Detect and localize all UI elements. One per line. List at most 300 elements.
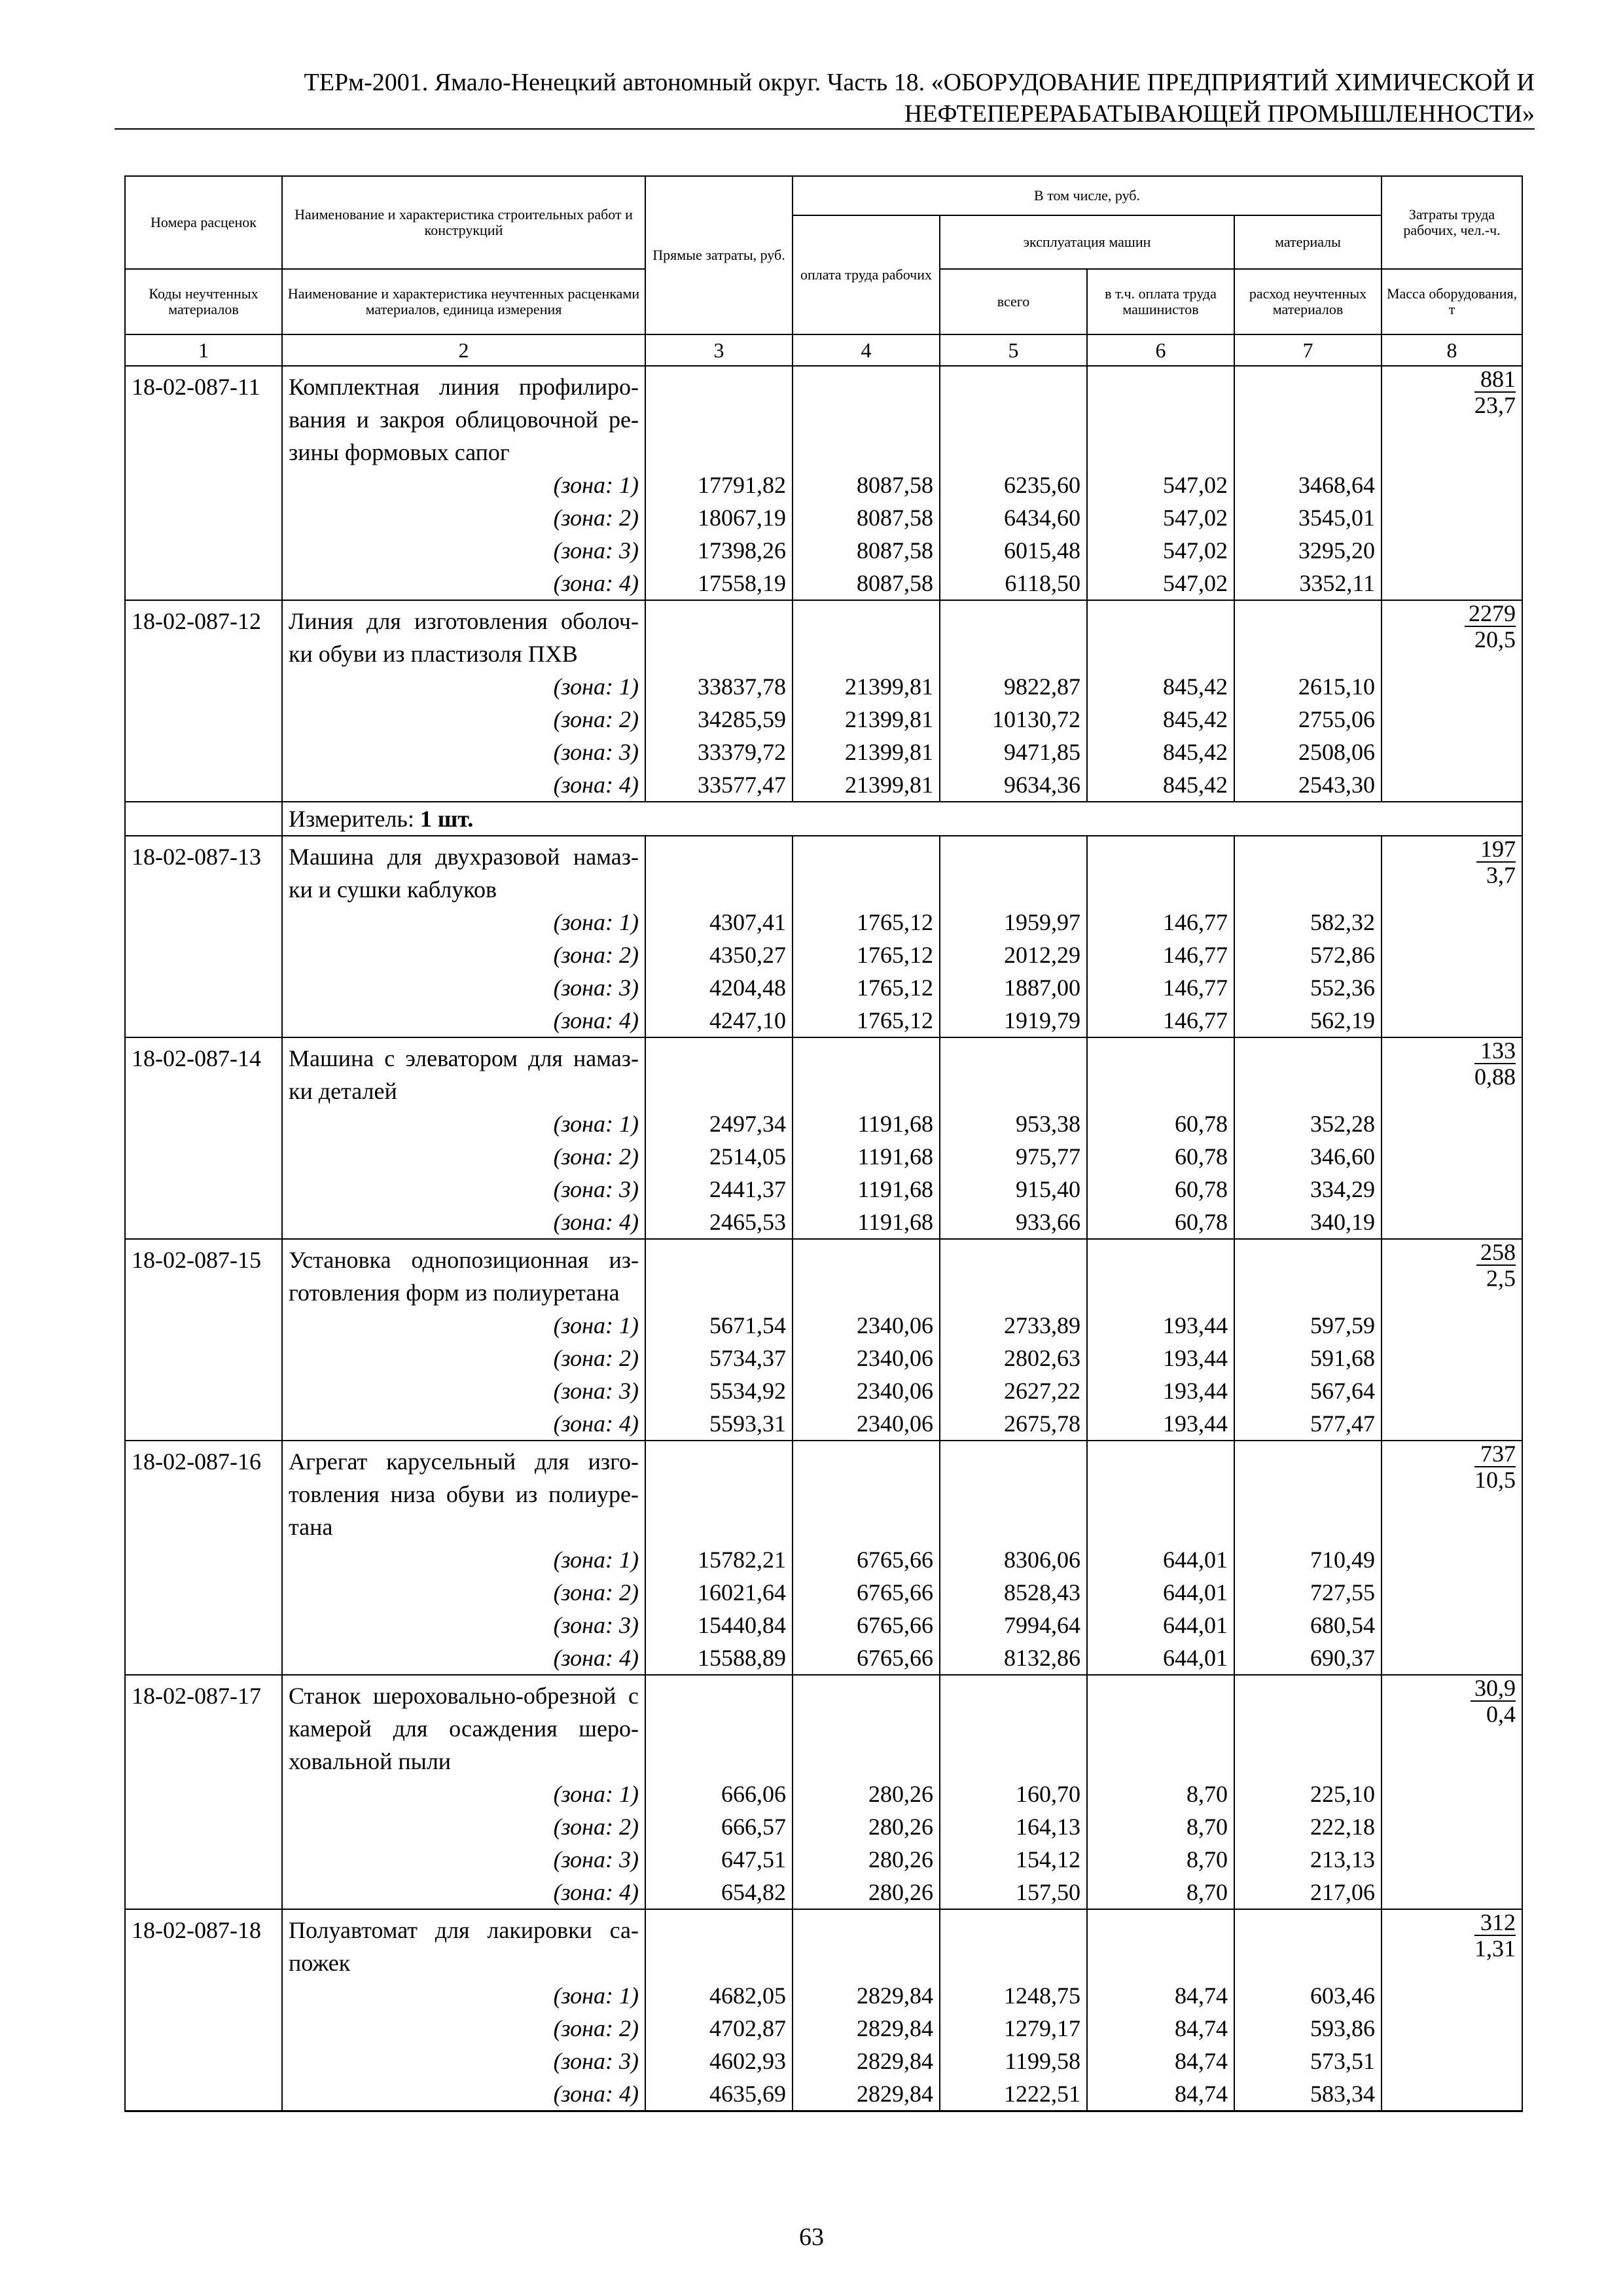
- empty-cell: [645, 1675, 793, 1778]
- machinists-pay: 84,74: [1087, 1979, 1234, 2012]
- machines-total: 8306,06: [940, 1543, 1087, 1576]
- empty-cell: [1087, 836, 1234, 906]
- empty-cell: [1382, 501, 1522, 534]
- labor-pay: 280,26: [793, 1843, 940, 1876]
- column-number: 2: [282, 334, 645, 366]
- zone-row: [125, 670, 1522, 703]
- labor-costs-value: 258: [1476, 1240, 1516, 1266]
- empty-cell: [1382, 670, 1522, 703]
- empty-cell: [645, 600, 793, 670]
- machinists-pay: 8,70: [1087, 1778, 1234, 1810]
- labor-pay: 6765,66: [793, 1576, 940, 1609]
- materials-cost: 582,32: [1234, 906, 1382, 939]
- machines-total: 1959,97: [940, 906, 1087, 939]
- empty-cell: [1087, 1037, 1234, 1107]
- table-body-section-2: [125, 836, 1522, 2111]
- zone-row: [125, 501, 1522, 534]
- zone-row: [125, 1342, 1522, 1374]
- direct-costs: 5593,31: [645, 1407, 793, 1441]
- zone-label: (зона: 2): [282, 501, 645, 534]
- empty-cell: [1382, 1876, 1522, 1909]
- materials-cost: 680,54: [1234, 1609, 1382, 1641]
- materials-cost: 3295,20: [1234, 534, 1382, 567]
- work-name: Машина с элеватором для намаз-ки деталей: [282, 1037, 645, 1107]
- labor-pay: 1191,68: [793, 1107, 940, 1140]
- zone-label: (зона: 2): [282, 1576, 645, 1609]
- header-rate-numbers: Номера расценок: [125, 176, 282, 269]
- labor-pay: 2340,06: [793, 1407, 940, 1441]
- labor-pay: 1191,68: [793, 1140, 940, 1173]
- direct-costs: 666,06: [645, 1778, 793, 1810]
- labor-pay: 1765,12: [793, 906, 940, 939]
- zone-row: [125, 534, 1522, 567]
- empty-cell: [1087, 1675, 1234, 1778]
- zone-row: [125, 1810, 1522, 1843]
- zone-row: [125, 971, 1522, 1004]
- labor-mass-fraction: [1382, 1675, 1522, 1778]
- equipment-mass-value: 0,4: [1486, 1701, 1516, 1727]
- empty-cell: [1382, 1843, 1522, 1876]
- zone-row: [125, 1609, 1522, 1641]
- machines-total: 9634,36: [940, 768, 1087, 802]
- rate-code: 18-02-087-11: [125, 366, 282, 469]
- machinists-pay: 146,77: [1087, 1004, 1234, 1037]
- zone-row: [125, 1407, 1522, 1441]
- zone-label: (зона: 3): [282, 534, 645, 567]
- header-work-name: Наименование и характеристика строительных работ и конструкций: [282, 176, 645, 269]
- materials-cost: 593,86: [1234, 2012, 1382, 2045]
- empty-cell: [125, 1778, 282, 1810]
- direct-costs: 4602,93: [645, 2045, 793, 2077]
- machines-total: 1919,79: [940, 1004, 1087, 1037]
- empty-cell: [793, 366, 940, 469]
- empty-cell: [1382, 469, 1522, 501]
- zone-row: [125, 1206, 1522, 1239]
- machines-total: 9822,87: [940, 670, 1087, 703]
- empty-cell: [125, 1609, 282, 1641]
- machines-total: 953,38: [940, 1107, 1087, 1140]
- zone-label: (зона: 1): [282, 1979, 645, 2012]
- empty-cell: [1234, 1909, 1382, 1979]
- materials-cost: 3352,11: [1234, 567, 1382, 600]
- machinists-pay: 644,01: [1087, 1576, 1234, 1609]
- machinists-pay: 146,77: [1087, 971, 1234, 1004]
- equipment-mass-value: 1,31: [1474, 1935, 1516, 1962]
- labor-pay: 2340,06: [793, 1342, 940, 1374]
- empty-cell: [1382, 1374, 1522, 1407]
- empty-cell: [1382, 1342, 1522, 1374]
- materials-cost: 217,06: [1234, 1876, 1382, 1909]
- table-row: [125, 600, 1522, 670]
- direct-costs: 4247,10: [645, 1004, 793, 1037]
- zone-label: (зона: 2): [282, 703, 645, 736]
- materials-cost: 222,18: [1234, 1810, 1382, 1843]
- rate-code: 18-02-087-18: [125, 1909, 282, 1979]
- zone-label: (зона: 3): [282, 1173, 645, 1206]
- empty-cell: [125, 1309, 282, 1342]
- labor-pay: 6765,66: [793, 1543, 940, 1576]
- empty-cell: [125, 1843, 282, 1876]
- table-body-section-1: [125, 366, 1522, 802]
- labor-pay: 280,26: [793, 1778, 940, 1810]
- empty-cell: [940, 366, 1087, 469]
- equipment-mass-value: 2,5: [1486, 1265, 1516, 1291]
- rate-code: 18-02-087-14: [125, 1037, 282, 1107]
- empty-cell: [1382, 2045, 1522, 2077]
- empty-cell: [125, 971, 282, 1004]
- empty-cell: [125, 670, 282, 703]
- column-number: 3: [645, 334, 793, 366]
- machinists-pay: 60,78: [1087, 1206, 1234, 1239]
- materials-cost: 2755,06: [1234, 703, 1382, 736]
- machinists-pay: 146,77: [1087, 906, 1234, 939]
- work-name: Линия для изготовления оболоч-ки обуви из пластизоля ПХВ: [282, 600, 645, 670]
- table-row: [125, 836, 1522, 906]
- labor-pay: 8087,58: [793, 501, 940, 534]
- empty-cell: [125, 1107, 282, 1140]
- materials-cost: 2543,30: [1234, 768, 1382, 802]
- direct-costs: 2497,34: [645, 1107, 793, 1140]
- work-name: Установка однопозиционная из-готовления форм из полиуретана: [282, 1239, 645, 1309]
- direct-costs: 5734,37: [645, 1342, 793, 1374]
- labor-pay: 8087,58: [793, 469, 940, 501]
- labor-mass-fraction: [1382, 836, 1522, 906]
- labor-pay: 2340,06: [793, 1374, 940, 1407]
- machines-total: 6235,60: [940, 469, 1087, 501]
- rate-code: 18-02-087-16: [125, 1441, 282, 1543]
- column-number: 5: [940, 334, 1087, 366]
- fraction: [1474, 1441, 1516, 1492]
- equipment-mass-value: 0,88: [1474, 1064, 1516, 1090]
- labor-pay: 2340,06: [793, 1309, 940, 1342]
- machinists-pay: 845,42: [1087, 736, 1234, 768]
- empty-cell: [1382, 1576, 1522, 1609]
- zone-row: [125, 2077, 1522, 2111]
- labor-costs-value: 133: [1474, 1038, 1516, 1064]
- empty-cell: [125, 1173, 282, 1206]
- empty-cell: [1382, 971, 1522, 1004]
- machines-total: 6015,48: [940, 534, 1087, 567]
- zone-label: (зона: 3): [282, 971, 645, 1004]
- machinists-pay: 193,44: [1087, 1407, 1234, 1441]
- work-name: Комплектная линия профилиро-вания и закроя облицовочной ре-зины формовых сапог: [282, 366, 645, 469]
- column-number: 6: [1087, 334, 1234, 366]
- rate-code: 18-02-087-12: [125, 600, 282, 670]
- direct-costs: 666,57: [645, 1810, 793, 1843]
- table-row: [125, 1037, 1522, 1107]
- labor-mass-fraction: [1382, 1909, 1522, 1979]
- empty-cell: [1382, 1810, 1522, 1843]
- fraction: [1476, 836, 1516, 888]
- labor-costs-value: 30,9: [1471, 1676, 1516, 1702]
- machines-total: 1199,58: [940, 2045, 1087, 2077]
- labor-pay: 8087,58: [793, 534, 940, 567]
- empty-cell: [125, 1979, 282, 2012]
- labor-pay: 21399,81: [793, 768, 940, 802]
- empty-cell: [125, 1206, 282, 1239]
- unit-row: [125, 802, 1522, 836]
- column-number: 7: [1234, 334, 1382, 366]
- machinists-pay: 644,01: [1087, 1641, 1234, 1675]
- direct-costs: 15588,89: [645, 1641, 793, 1675]
- empty-cell: [793, 600, 940, 670]
- zone-row: [125, 1543, 1522, 1576]
- empty-cell: [940, 1909, 1087, 1979]
- empty-cell: [1382, 1309, 1522, 1342]
- materials-cost: 3545,01: [1234, 501, 1382, 534]
- zone-label: (зона: 1): [282, 1543, 645, 1576]
- materials-cost: 346,60: [1234, 1140, 1382, 1173]
- empty-cell: [1234, 1037, 1382, 1107]
- empty-cell: [793, 1239, 940, 1309]
- work-name: Машина для двухразовой намаз-ки и сушки каблуков: [282, 836, 645, 906]
- direct-costs: 5671,54: [645, 1309, 793, 1342]
- running-header-line2: НЕФТЕПЕРЕРАБАТЫВАЮЩЕЙ ПРОМЫШЛЕННОСТИ»: [904, 100, 1535, 128]
- machines-total: 6434,60: [940, 501, 1087, 534]
- labor-pay: 1191,68: [793, 1173, 940, 1206]
- materials-cost: 334,29: [1234, 1173, 1382, 1206]
- machines-total: 7994,64: [940, 1609, 1087, 1641]
- direct-costs: 647,51: [645, 1843, 793, 1876]
- empty-cell: [125, 1543, 282, 1576]
- machinists-pay: 845,42: [1087, 768, 1234, 802]
- empty-cell: [793, 1909, 940, 1979]
- zone-row: [125, 736, 1522, 768]
- direct-costs: 33379,72: [645, 736, 793, 768]
- materials-cost: 577,47: [1234, 1407, 1382, 1441]
- zone-label: (зона: 3): [282, 1609, 645, 1641]
- machines-total: 2675,78: [940, 1407, 1087, 1441]
- labor-pay: 2829,84: [793, 2045, 940, 2077]
- materials-cost: 690,37: [1234, 1641, 1382, 1675]
- header-labor-pay: оплата труда рабочих: [793, 215, 940, 334]
- machinists-pay: 547,02: [1087, 567, 1234, 600]
- direct-costs: 33837,78: [645, 670, 793, 703]
- empty-cell: [125, 939, 282, 971]
- empty-cell: [793, 1441, 940, 1543]
- machines-total: 915,40: [940, 1173, 1087, 1206]
- direct-costs: 5534,92: [645, 1374, 793, 1407]
- zone-row: [125, 1173, 1522, 1206]
- column-numbers-row: [125, 334, 1522, 366]
- direct-costs: 17791,82: [645, 469, 793, 501]
- empty-cell: [645, 1441, 793, 1543]
- header-materials: материалы: [1234, 215, 1382, 269]
- empty-cell: [645, 836, 793, 906]
- materials-cost: 573,51: [1234, 2045, 1382, 2077]
- header-machinists-pay: в т.ч. оплата труда машинистов: [1087, 269, 1234, 334]
- fraction: [1476, 1240, 1516, 1291]
- machines-total: 154,12: [940, 1843, 1087, 1876]
- machinists-pay: 193,44: [1087, 1309, 1234, 1342]
- empty-cell: [793, 836, 940, 906]
- rate-code: 18-02-087-15: [125, 1239, 282, 1309]
- empty-cell: [1382, 768, 1522, 802]
- machinists-pay: 845,42: [1087, 703, 1234, 736]
- zone-row: [125, 1778, 1522, 1810]
- zone-row: [125, 703, 1522, 736]
- direct-costs: 4682,05: [645, 1979, 793, 2012]
- direct-costs: 15782,21: [645, 1543, 793, 1576]
- work-name: Полуавтомат для лакировки са-пожек: [282, 1909, 645, 1979]
- zone-row: [125, 1374, 1522, 1407]
- direct-costs: 33577,47: [645, 768, 793, 802]
- materials-cost: 583,34: [1234, 2077, 1382, 2111]
- empty-cell: [125, 501, 282, 534]
- machines-total: 2627,22: [940, 1374, 1087, 1407]
- header-machines-total: всего: [940, 269, 1087, 334]
- empty-cell: [1382, 736, 1522, 768]
- direct-costs: 4307,41: [645, 906, 793, 939]
- labor-pay: 1765,12: [793, 971, 940, 1004]
- empty-cell: [645, 1239, 793, 1309]
- header-labor-costs: Затраты труда рабочих, чел.-ч.: [1382, 176, 1522, 269]
- machinists-pay: 84,74: [1087, 2012, 1234, 2045]
- fraction: [1471, 1676, 1516, 1727]
- zone-label: (зона: 4): [282, 1004, 645, 1037]
- materials-cost: 552,36: [1234, 971, 1382, 1004]
- labor-pay: 1765,12: [793, 1004, 940, 1037]
- empty-cell: [125, 1576, 282, 1609]
- labor-pay: 21399,81: [793, 703, 940, 736]
- machinists-pay: 84,74: [1087, 2077, 1234, 2111]
- materials-cost: 3468,64: [1234, 469, 1382, 501]
- zone-row: [125, 2045, 1522, 2077]
- fraction: [1465, 601, 1516, 652]
- machines-total: 8528,43: [940, 1576, 1087, 1609]
- empty-cell: [125, 1407, 282, 1441]
- empty-cell: [1234, 366, 1382, 469]
- unit-prefix: Измеритель:: [289, 806, 420, 832]
- rates-table: [124, 175, 1523, 2112]
- empty-cell: [793, 1037, 940, 1107]
- empty-cell: [1382, 1206, 1522, 1239]
- empty-cell: [125, 1876, 282, 1909]
- labor-pay: 21399,81: [793, 736, 940, 768]
- header-including: В том числе, руб.: [793, 176, 1382, 215]
- empty-cell: [940, 1239, 1087, 1309]
- table-header: [125, 176, 1522, 366]
- machinists-pay: 547,02: [1087, 501, 1234, 534]
- column-number: 8: [1382, 334, 1522, 366]
- header-direct-costs: Прямые затраты, руб.: [645, 176, 793, 334]
- direct-costs: 18067,19: [645, 501, 793, 534]
- direct-costs: 4350,27: [645, 939, 793, 971]
- zone-label: (зона: 2): [282, 939, 645, 971]
- empty-cell: [1382, 2077, 1522, 2111]
- materials-cost: 352,28: [1234, 1107, 1382, 1140]
- zone-row: [125, 1641, 1522, 1675]
- labor-mass-fraction: [1382, 1037, 1522, 1107]
- labor-mass-fraction: [1382, 366, 1522, 469]
- machines-total: 9471,85: [940, 736, 1087, 768]
- empty-cell: [1382, 534, 1522, 567]
- empty-cell: [1382, 1641, 1522, 1675]
- labor-costs-value: 312: [1474, 1910, 1516, 1936]
- zone-row: [125, 1107, 1522, 1140]
- empty-cell: [1234, 836, 1382, 906]
- materials-cost: 567,64: [1234, 1374, 1382, 1407]
- unit-label: [282, 802, 1522, 836]
- empty-cell: [125, 1140, 282, 1173]
- empty-cell: [940, 1037, 1087, 1107]
- empty-cell: [125, 1810, 282, 1843]
- empty-cell: [645, 1909, 793, 1979]
- equipment-mass-value: 3,7: [1486, 862, 1516, 888]
- zone-row: [125, 1576, 1522, 1609]
- empty-cell: [125, 768, 282, 802]
- zone-label: (зона: 2): [282, 1810, 645, 1843]
- empty-cell: [1382, 906, 1522, 939]
- materials-cost: 2508,06: [1234, 736, 1382, 768]
- labor-pay: 1765,12: [793, 939, 940, 971]
- empty-cell: [645, 1037, 793, 1107]
- labor-pay: 2829,84: [793, 2012, 940, 2045]
- zone-label: (зона: 3): [282, 1374, 645, 1407]
- empty-cell: [125, 1374, 282, 1407]
- empty-cell: [1382, 939, 1522, 971]
- zone-row: [125, 1309, 1522, 1342]
- running-header: [115, 67, 1535, 130]
- fraction: [1474, 1038, 1516, 1089]
- direct-costs: 2514,05: [645, 1140, 793, 1173]
- machines-total: 8132,86: [940, 1641, 1087, 1675]
- direct-costs: 34285,59: [645, 703, 793, 736]
- zone-label: (зона: 3): [282, 2045, 645, 2077]
- empty-cell: [125, 2077, 282, 2111]
- materials-cost: 562,19: [1234, 1004, 1382, 1037]
- table-row: [125, 1675, 1522, 1778]
- empty-cell: [125, 906, 282, 939]
- zone-label: (зона: 4): [282, 1206, 645, 1239]
- zone-label: (зона: 4): [282, 768, 645, 802]
- direct-costs: 2465,53: [645, 1206, 793, 1239]
- materials-cost: 597,59: [1234, 1309, 1382, 1342]
- rate-code: 18-02-087-13: [125, 836, 282, 906]
- machines-total: 2012,29: [940, 939, 1087, 971]
- empty-cell: [125, 2045, 282, 2077]
- empty-cell: [125, 1342, 282, 1374]
- labor-pay: 280,26: [793, 1876, 940, 1909]
- zone-label: (зона: 4): [282, 1876, 645, 1909]
- machinists-pay: 547,02: [1087, 469, 1234, 501]
- labor-pay: 1191,68: [793, 1206, 940, 1239]
- direct-costs: 17398,26: [645, 534, 793, 567]
- zone-row: [125, 1140, 1522, 1173]
- empty-cell: [1382, 1543, 1522, 1576]
- zone-row: [125, 768, 1522, 802]
- zone-label: (зона: 3): [282, 1843, 645, 1876]
- empty-cell: [1234, 600, 1382, 670]
- direct-costs: 4204,48: [645, 971, 793, 1004]
- empty-cell: [125, 567, 282, 600]
- rate-code: 18-02-087-17: [125, 1675, 282, 1778]
- machinists-pay: 644,01: [1087, 1609, 1234, 1641]
- empty-cell: [1382, 1609, 1522, 1641]
- empty-cell: [1087, 366, 1234, 469]
- empty-cell: [1382, 1004, 1522, 1037]
- machines-total: 2733,89: [940, 1309, 1087, 1342]
- zone-row: [125, 906, 1522, 939]
- machines-total: 10130,72: [940, 703, 1087, 736]
- machinists-pay: 547,02: [1087, 534, 1234, 567]
- direct-costs: 17558,19: [645, 567, 793, 600]
- empty-cell: [1382, 703, 1522, 736]
- zone-label: (зона: 1): [282, 469, 645, 501]
- labor-costs-value: 737: [1474, 1441, 1516, 1467]
- header-unaccounted-materials: расход неучтенных материалов: [1234, 269, 1382, 334]
- machinists-pay: 84,74: [1087, 2045, 1234, 2077]
